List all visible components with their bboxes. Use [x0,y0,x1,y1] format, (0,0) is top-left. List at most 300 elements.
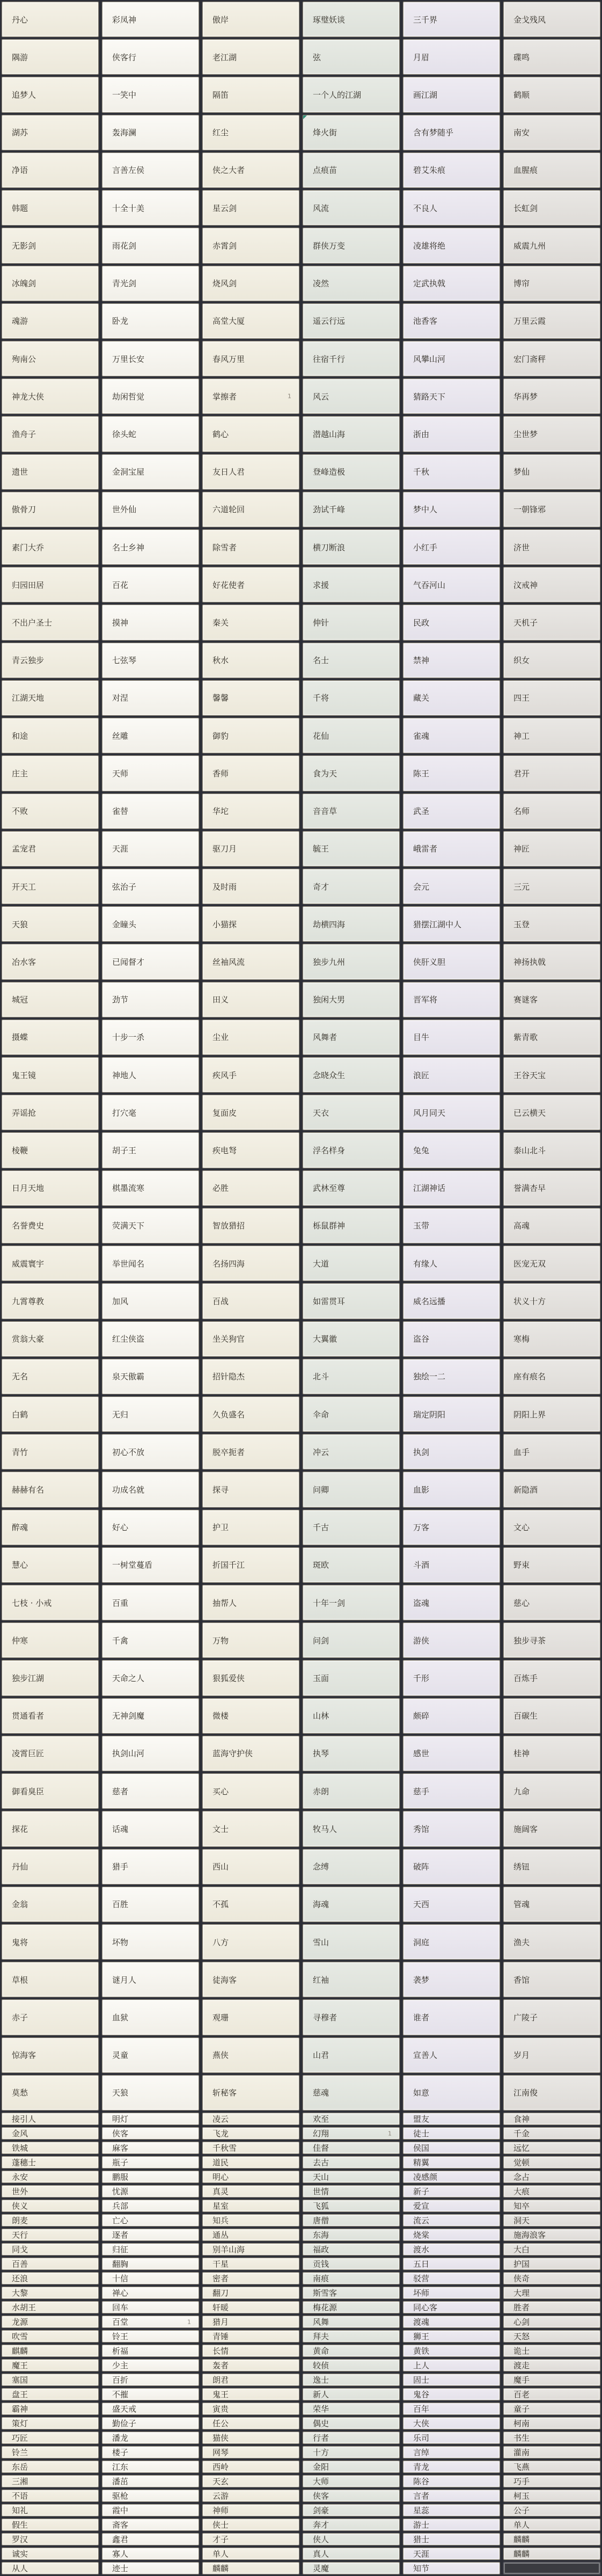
tag-tile[interactable] [503,190,600,225]
tag-tile[interactable] [102,2258,199,2270]
tag-tile[interactable] [202,1321,299,1357]
tag-tile[interactable] [102,39,199,75]
tag-tile[interactable] [2,1510,99,1545]
tag-tile[interactable] [303,869,400,904]
tag-tile[interactable] [403,1962,500,1997]
tag-tile[interactable] [503,1736,600,1771]
tag-tile[interactable] [303,2037,400,2073]
tag-tile[interactable] [2,2037,99,2073]
tag-tile[interactable] [202,1434,299,1469]
tag-tile[interactable] [303,1283,400,1319]
tag-tile[interactable] [102,1359,199,1394]
tag-tile[interactable] [303,454,400,490]
tag-tile[interactable] [503,2,600,37]
tag-tile[interactable] [403,2490,500,2502]
tag-tile[interactable] [403,643,500,678]
tag-tile[interactable] [2,152,99,188]
tag-tile[interactable] [503,2417,600,2429]
tag-tile[interactable] [403,1434,500,1469]
tag-tile[interactable] [303,266,400,301]
tag-tile[interactable] [102,567,199,602]
tag-tile[interactable] [2,1736,99,1771]
tag-tile[interactable] [2,2533,99,2545]
tag-tile[interactable] [2,982,99,1017]
tag-tile[interactable] [202,2403,299,2415]
tag-tile[interactable] [503,1698,600,1734]
tag-tile[interactable] [503,2533,600,2545]
tag-tile[interactable] [2,454,99,490]
tag-tile[interactable] [303,2113,400,2125]
tag-tile[interactable] [403,906,500,942]
tag-tile[interactable] [202,1057,299,1093]
tag-tile[interactable] [403,2243,500,2255]
tag-tile[interactable] [2,2388,99,2400]
tag-tile[interactable] [403,2359,500,2371]
tag-tile[interactable] [202,794,299,829]
tag-tile[interactable] [202,2446,299,2458]
tag-tile[interactable] [303,1321,400,1357]
tag-tile[interactable] [2,2243,99,2255]
tag-tile[interactable] [2,379,99,414]
tag-tile[interactable] [503,152,600,188]
tag-tile[interactable] [102,1208,199,1243]
tag-tile[interactable] [102,1887,199,1922]
tag-tile[interactable] [503,2301,600,2313]
tag-tile[interactable] [403,77,500,112]
tag-tile[interactable] [2,2229,99,2241]
tag-tile[interactable] [303,2490,400,2502]
tag-tile[interactable] [403,1736,500,1771]
tag-tile[interactable] [403,869,500,904]
tag-tile[interactable] [403,1472,500,1507]
tag-tile[interactable] [202,755,299,791]
tag-tile[interactable] [2,115,99,150]
tag-tile[interactable] [303,2142,400,2154]
tag-tile[interactable] [102,831,199,867]
tag-tile[interactable] [303,831,400,867]
tag-tile[interactable] [2,2127,99,2140]
tag-tile[interactable] [503,906,600,942]
tag-tile[interactable] [102,2388,199,2400]
tag-tile[interactable] [102,906,199,942]
tag-tile[interactable] [303,794,400,829]
tag-tile[interactable] [102,718,199,753]
tag-tile[interactable] [503,1660,600,1695]
tag-tile[interactable] [202,77,299,112]
tag-tile[interactable] [303,982,400,1017]
tag-tile[interactable] [503,266,600,301]
tag-tile[interactable] [102,755,199,791]
tag-tile[interactable] [503,1057,600,1093]
tag-tile[interactable] [202,1585,299,1620]
tag-tile[interactable] [2,1698,99,1734]
tag-tile[interactable] [202,2533,299,2545]
tag-tile[interactable] [503,2475,600,2487]
tag-tile[interactable] [102,794,199,829]
tag-tile[interactable] [503,1396,600,1432]
tag-tile[interactable] [2,2200,99,2212]
tag-tile[interactable] [303,2075,400,2111]
tag-tile[interactable] [2,2359,99,2371]
tag-tile[interactable] [2,2214,99,2226]
tag-tile[interactable] [303,115,400,150]
tag-tile[interactable] [202,2229,299,2241]
tag-tile[interactable] [102,680,199,716]
tag-tile[interactable] [202,303,299,339]
tag-tile[interactable] [102,2127,199,2140]
tag-tile[interactable] [403,492,500,527]
tag-tile[interactable] [102,1321,199,1357]
tag-tile[interactable] [403,39,500,75]
tag-tile[interactable] [102,152,199,188]
tag-tile[interactable] [403,2301,500,2313]
tag-tile[interactable] [102,2461,199,2473]
tag-tile[interactable] [303,906,400,942]
tag-tile[interactable] [503,1170,600,1206]
tag-tile[interactable] [503,1887,600,1922]
tag-tile[interactable] [2,1585,99,1620]
tag-tile[interactable] [202,2562,299,2574]
tag-tile[interactable] [202,1246,299,1281]
tag-tile[interactable] [2,2490,99,2502]
tag-tile[interactable] [403,1811,500,1846]
tag-tile[interactable] [503,1283,600,1319]
tag-tile[interactable] [303,2519,400,2531]
tag-tile[interactable] [503,1585,600,1620]
tag-tile[interactable] [303,39,400,75]
tag-tile[interactable] [202,2504,299,2516]
tag-tile[interactable] [202,2243,299,2255]
tag-tile[interactable] [102,2475,199,2487]
tag-tile[interactable] [102,1434,199,1469]
tag-tile[interactable] [102,2301,199,2313]
tag-tile[interactable] [303,2475,400,2487]
tag-tile[interactable] [202,2519,299,2531]
tag-tile[interactable] [202,1510,299,1545]
tag-tile[interactable] [403,2504,500,2516]
tag-tile[interactable] [202,643,299,678]
tag-tile[interactable] [503,1208,600,1243]
tag-tile[interactable] [102,492,199,527]
tag-tile[interactable] [202,1396,299,1432]
tag-tile[interactable] [503,831,600,867]
tag-tile[interactable] [102,2490,199,2502]
tag-tile[interactable] [2,2301,99,2313]
tag-tile[interactable] [102,2200,199,2212]
tag-tile[interactable] [403,2548,500,2560]
tag-tile[interactable] [102,643,199,678]
tag-tile[interactable] [403,1208,500,1243]
tag-tile[interactable] [2,718,99,753]
tag-tile[interactable] [202,2316,299,2328]
tag-tile[interactable] [202,2171,299,2183]
tag-tile[interactable] [503,755,600,791]
tag-tile[interactable] [2,190,99,225]
tag-tile[interactable] [102,77,199,112]
tag-tile[interactable] [403,1660,500,1695]
tag-tile[interactable] [102,2185,199,2197]
tag-tile[interactable] [403,2229,500,2241]
tag-tile[interactable] [2,869,99,904]
tag-tile[interactable] [202,416,299,452]
tag-tile[interactable] [102,1622,199,1658]
tag-tile[interactable] [503,341,600,376]
tag-tile[interactable] [2,2461,99,2473]
tag-tile[interactable] [403,2142,500,2154]
tag-tile[interactable] [303,1622,400,1658]
tag-tile[interactable] [403,2185,500,2197]
tag-tile[interactable] [2,1396,99,1432]
tag-tile[interactable] [202,718,299,753]
tag-tile[interactable] [102,266,199,301]
tag-tile[interactable] [303,2446,400,2458]
tag-tile[interactable] [503,643,600,678]
tag-tile[interactable] [202,1660,299,1695]
tag-tile[interactable] [303,190,400,225]
tag-tile[interactable] [2,1132,99,1168]
tag-tile[interactable] [2,1246,99,1281]
tag-tile[interactable] [102,2075,199,2111]
tag-tile[interactable] [202,2301,299,2313]
tag-tile[interactable] [2,1547,99,1583]
tag-tile[interactable] [202,492,299,527]
tag-tile[interactable] [303,1736,400,1771]
tag-tile[interactable] [503,2316,600,2328]
tag-tile[interactable] [102,1396,199,1432]
tag-tile[interactable] [503,2075,600,2111]
tag-tile[interactable] [2,944,99,979]
tag-tile[interactable] [102,2330,199,2342]
tag-tile[interactable] [202,228,299,263]
tag-tile[interactable] [503,1359,600,1394]
tag-tile[interactable] [2,794,99,829]
tag-tile[interactable] [2,755,99,791]
tag-tile[interactable] [202,2345,299,2357]
tag-tile[interactable] [102,2403,199,2415]
tag-tile[interactable] [202,1095,299,1130]
tag-tile[interactable] [102,944,199,979]
tag-tile[interactable] [303,2345,400,2357]
tag-tile[interactable] [202,2548,299,2560]
tag-tile[interactable] [403,2200,500,2212]
tag-tile[interactable] [102,1698,199,1734]
tag-tile[interactable] [303,77,400,112]
tag-tile[interactable] [303,2229,400,2241]
tag-tile[interactable] [403,1999,500,2035]
tag-tile[interactable] [503,1811,600,1846]
tag-tile[interactable] [202,1736,299,1771]
tag-tile[interactable] [403,2461,500,2473]
tag-tile[interactable] [102,982,199,1017]
tag-tile[interactable] [503,2272,600,2284]
tag-tile[interactable] [202,1698,299,1734]
tag-tile[interactable] [503,1321,600,1357]
tag-tile[interactable] [2,643,99,678]
tag-tile[interactable] [403,1622,500,1658]
tag-tile[interactable] [2,1622,99,1658]
tag-tile[interactable] [202,2272,299,2284]
tag-tile[interactable] [403,1057,500,1093]
tag-tile[interactable] [503,1020,600,1055]
tag-tile[interactable] [2,1283,99,1319]
tag-tile[interactable] [303,2272,400,2284]
tag-tile[interactable] [403,1585,500,1620]
tag-tile[interactable] [403,1773,500,1809]
tag-tile[interactable] [102,2214,199,2226]
tag-tile[interactable] [303,1396,400,1432]
tag-tile[interactable] [202,2432,299,2444]
tag-tile[interactable] [503,303,600,339]
tag-tile[interactable] [202,2330,299,2342]
tag-tile[interactable] [202,1887,299,1922]
tag-tile[interactable] [202,2142,299,2154]
tag-tile[interactable] [102,2533,199,2545]
tag-tile[interactable] [2,1020,99,1055]
tag-tile[interactable] [202,39,299,75]
tag-tile[interactable] [503,869,600,904]
tag-tile[interactable] [303,228,400,263]
tag-tile[interactable] [102,1510,199,1545]
tag-tile[interactable] [202,190,299,225]
tag-tile[interactable] [403,303,500,339]
tag-tile[interactable] [503,2037,600,2073]
tag-tile[interactable] [403,454,500,490]
tag-tile[interactable] [2,2519,99,2531]
tag-tile[interactable] [202,1849,299,1884]
tag-tile[interactable] [403,1359,500,1394]
tag-tile[interactable] [202,2374,299,2386]
tag-tile[interactable] [303,2,400,37]
tag-tile[interactable] [403,228,500,263]
tag-tile[interactable] [503,2345,600,2357]
tag-tile[interactable] [102,416,199,452]
tag-tile[interactable] [102,2359,199,2371]
tag-tile[interactable] [503,1246,600,1281]
tag-tile[interactable] [202,2475,299,2487]
tag-tile[interactable] [503,718,600,753]
tag-tile[interactable] [403,2037,500,2073]
tag-tile[interactable] [202,1622,299,1658]
tag-tile[interactable] [202,2127,299,2140]
tag-tile[interactable] [303,2258,400,2270]
tag-tile[interactable] [403,2388,500,2400]
tag-tile[interactable] [303,1132,400,1168]
tag-tile[interactable] [403,1510,500,1545]
tag-tile[interactable] [303,1924,400,1960]
tag-tile[interactable] [202,567,299,602]
tag-tile[interactable] [102,2171,199,2183]
tag-tile[interactable] [503,1434,600,1469]
tag-tile[interactable] [303,2214,400,2226]
tag-tile[interactable] [102,2316,199,2328]
tag-tile[interactable] [2,303,99,339]
tag-tile[interactable] [202,1359,299,1394]
tag-tile[interactable] [2,2075,99,2111]
tag-tile[interactable] [403,2533,500,2545]
tag-tile[interactable] [303,755,400,791]
tag-tile[interactable] [303,1585,400,1620]
tag-tile[interactable] [403,567,500,602]
tag-tile[interactable] [303,1510,400,1545]
tag-tile[interactable] [503,1999,600,2035]
tag-tile[interactable] [2,39,99,75]
tag-tile[interactable] [2,1924,99,1960]
tag-tile[interactable] [202,1020,299,1055]
tag-tile[interactable] [303,1208,400,1243]
tag-tile[interactable] [403,1132,500,1168]
tag-tile[interactable] [303,2287,400,2299]
tag-tile[interactable] [503,2113,600,2125]
tag-tile[interactable] [2,228,99,263]
tag-tile[interactable] [303,2330,400,2342]
tag-tile[interactable] [503,567,600,602]
tag-tile[interactable] [102,303,199,339]
tag-tile[interactable] [2,906,99,942]
tag-tile[interactable] [503,2432,600,2444]
tag-tile[interactable] [303,2388,400,2400]
tag-tile[interactable] [2,2548,99,2560]
tag-tile[interactable] [303,416,400,452]
tag-tile[interactable] [102,1849,199,1884]
tag-tile[interactable] [503,115,600,150]
tag-tile[interactable] [303,2359,400,2371]
tag-tile[interactable] [503,2374,600,2386]
tag-tile[interactable] [202,529,299,565]
tag-tile[interactable] [2,1849,99,1884]
tag-tile[interactable] [403,2475,500,2487]
tag-tile[interactable] [303,1811,400,1846]
tag-tile[interactable] [102,115,199,150]
tag-tile[interactable] [303,2156,400,2169]
tag-tile[interactable] [403,1020,500,1055]
tag-tile[interactable] [503,2446,600,2458]
tag-tile[interactable] [403,1698,500,1734]
tag-tile[interactable] [403,605,500,640]
tag-tile[interactable] [102,1736,199,1771]
tag-tile[interactable] [503,416,600,452]
tag-tile[interactable] [303,379,400,414]
tag-tile[interactable] [102,2446,199,2458]
tag-tile[interactable] [503,2200,600,2212]
tag-tile[interactable] [503,492,600,527]
tag-tile[interactable] [403,2417,500,2429]
tag-tile[interactable] [403,2374,500,2386]
tag-tile[interactable] [303,2504,400,2516]
tag-tile[interactable] [102,2243,199,2255]
tag-tile[interactable] [503,1773,600,1809]
tag-tile[interactable] [2,2374,99,2386]
tag-tile[interactable] [102,2142,199,2154]
tag-tile[interactable] [403,2562,500,2574]
tag-tile[interactable] [202,1811,299,1846]
tag-tile[interactable] [102,2519,199,2531]
tag-tile[interactable] [2,2316,99,2328]
tag-tile[interactable] [503,2171,600,2183]
tag-tile[interactable] [2,2446,99,2458]
tag-tile[interactable] [503,1849,600,1884]
tag-tile[interactable] [503,2243,600,2255]
tag-tile[interactable] [202,2214,299,2226]
tag-tile[interactable] [503,2287,600,2299]
tag-tile[interactable] [403,794,500,829]
tag-tile[interactable] [303,1660,400,1695]
tag-tile[interactable] [202,2490,299,2502]
tag-tile[interactable] [503,2403,600,2415]
tag-tile[interactable] [102,2548,199,2560]
tag-tile[interactable] [2,2330,99,2342]
tag-tile[interactable] [2,2345,99,2357]
tag-tile[interactable] [102,1773,199,1809]
